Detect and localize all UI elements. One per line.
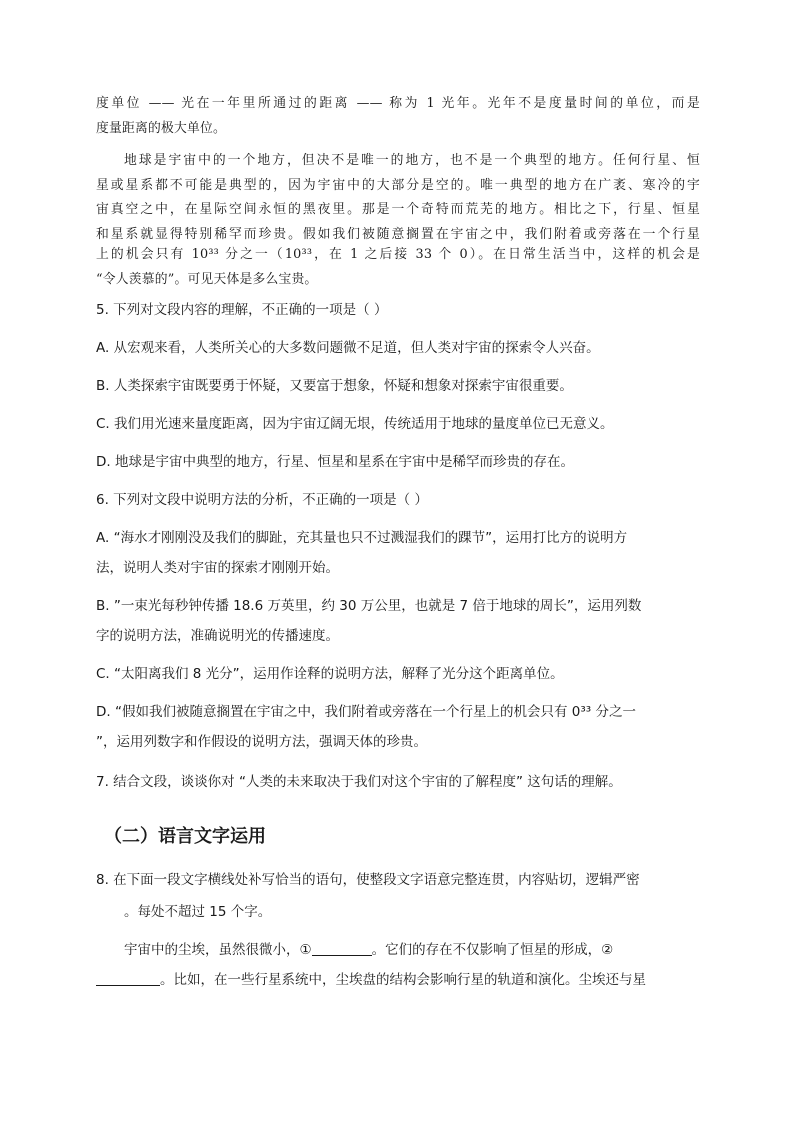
passage-line-2: 度量距离的极大单位。 [96, 121, 226, 136]
passage-line-6: 和星系就显得特别稀罕而珍贵。假如我们被随意搁置在宇宙之中，我们附着或旁落在一个行星 [96, 227, 700, 242]
answer-blank-2[interactable] [96, 971, 160, 986]
paragraph-text-segment: 宇宙中的尘埃，虽然很微小，① [124, 942, 312, 958]
question-6-option-d-line-2: ”，运用列数字和作假设的说明方法，强调天体的珍贵。 [96, 734, 427, 750]
question-6-option-c: C. “太阳离我们 8 光分”，运用作诠释的说明方法，解释了光分这个距离单位。 [96, 666, 564, 682]
question-5-option-a: A. 从宏观来看，人类所关心的大多数问题微不足道，但人类对宇宙的探索令人兴奋。 [96, 340, 600, 356]
question-7-stem: 7. 结合文段，谈谈你对 “人类的未来取决于我们对这个宇宙的了解程度” 这句话的理解。 [96, 774, 622, 790]
passage-line-3: 地球是宇宙中的一个地方，但决不是唯一的地方，也不是一个典型的地方。任何行星、恒 [124, 153, 700, 168]
passage-line-1: 度单位 —— 光在一年里所通过的距离 —— 称为 1 光年。光年不是度量时间的单位，而是 [96, 96, 700, 111]
question-6-option-a-line-1: A. “海水才刚刚没及我们的脚趾，充其量也只不过溅湿我们的踝节”，运用打比方的说明方 [96, 530, 628, 546]
passage-line-5: 宙真空之中，在星际空间永恒的黑夜里。那是一个奇特而荒芜的地方。相比之下，行星、恒星 [96, 202, 700, 217]
section-heading: （二）语言文字运用 [104, 826, 266, 847]
question-5-option-b: B. 人类探索宇宙既要勇于怀疑，又要富于想象，怀疑和想象对探索宇宙很重要。 [96, 378, 573, 394]
question-5-option-c: C. 我们用光速来量度距离，因为宇宙辽阔无垠，传统适用于地球的量度单位已无意义。 [96, 416, 614, 432]
paragraph-text-segment: 。比如，在一些行星系统中，尘埃盘的结构会影响行星的轨道和演化。尘埃还与星 [160, 972, 646, 988]
question-6-stem: 6. 下列对文段中说明方法的分析，不正确的一项是（ ） [96, 492, 428, 508]
question-5-option-d: D. 地球是宇宙中典型的地方，行星、恒星和星系在宇宙中是稀罕而珍贵的存在。 [96, 454, 574, 470]
question-5-stem: 5. 下列对文段内容的理解，不正确的一项是（ ） [96, 302, 388, 318]
question-6-option-b-line-1: B. ”一束光每秒钟传播 18.6 万英里，约 30 万公里，也就是 7 倍于地球的周长”，运用列数 [96, 598, 642, 614]
question-8-stem-line-1: 8. 在下面一段文字横线处补写恰当的语句，使整段文字语意完整连贯，内容贴切，逻辑严密 [96, 872, 640, 888]
question-6-option-d-line-1: D. “假如我们被随意搁置在宇宙之中，我们附着或旁落在一个行星上的机会只有 0³³ 分之一 [96, 704, 636, 720]
passage-line-8: “令人羡慕的”。可见天体是多么宝贵。 [96, 272, 318, 287]
question-8-paragraph-line-1 [124, 940, 728, 960]
answer-blank-1[interactable] [312, 941, 372, 956]
question-6-option-a-line-2: 法，说明人类对宇宙的探索才刚刚开始。 [96, 560, 339, 576]
passage-line-7: 上的机会只有 10³³ 分之一（10³³，在 1 之后接 33 个 0）。在日常生活当中，这样的机会是 [96, 247, 700, 262]
paragraph-text-segment: 。它们的存在不仅影响了恒星的形成，② [371, 942, 614, 958]
passage-line-4: 星或星系都不可能是典型的，因为宇宙中的大部分是空的。唯一典型的地方在广袤、寒冷的宇 [96, 178, 700, 193]
question-8-paragraph-line-2 [96, 970, 700, 990]
question-6-option-b-line-2: 字的说明方法，准确说明光的传播速度。 [96, 628, 339, 644]
question-8-stem-line-2: 。每处不超过 15 个字。 [124, 904, 272, 920]
